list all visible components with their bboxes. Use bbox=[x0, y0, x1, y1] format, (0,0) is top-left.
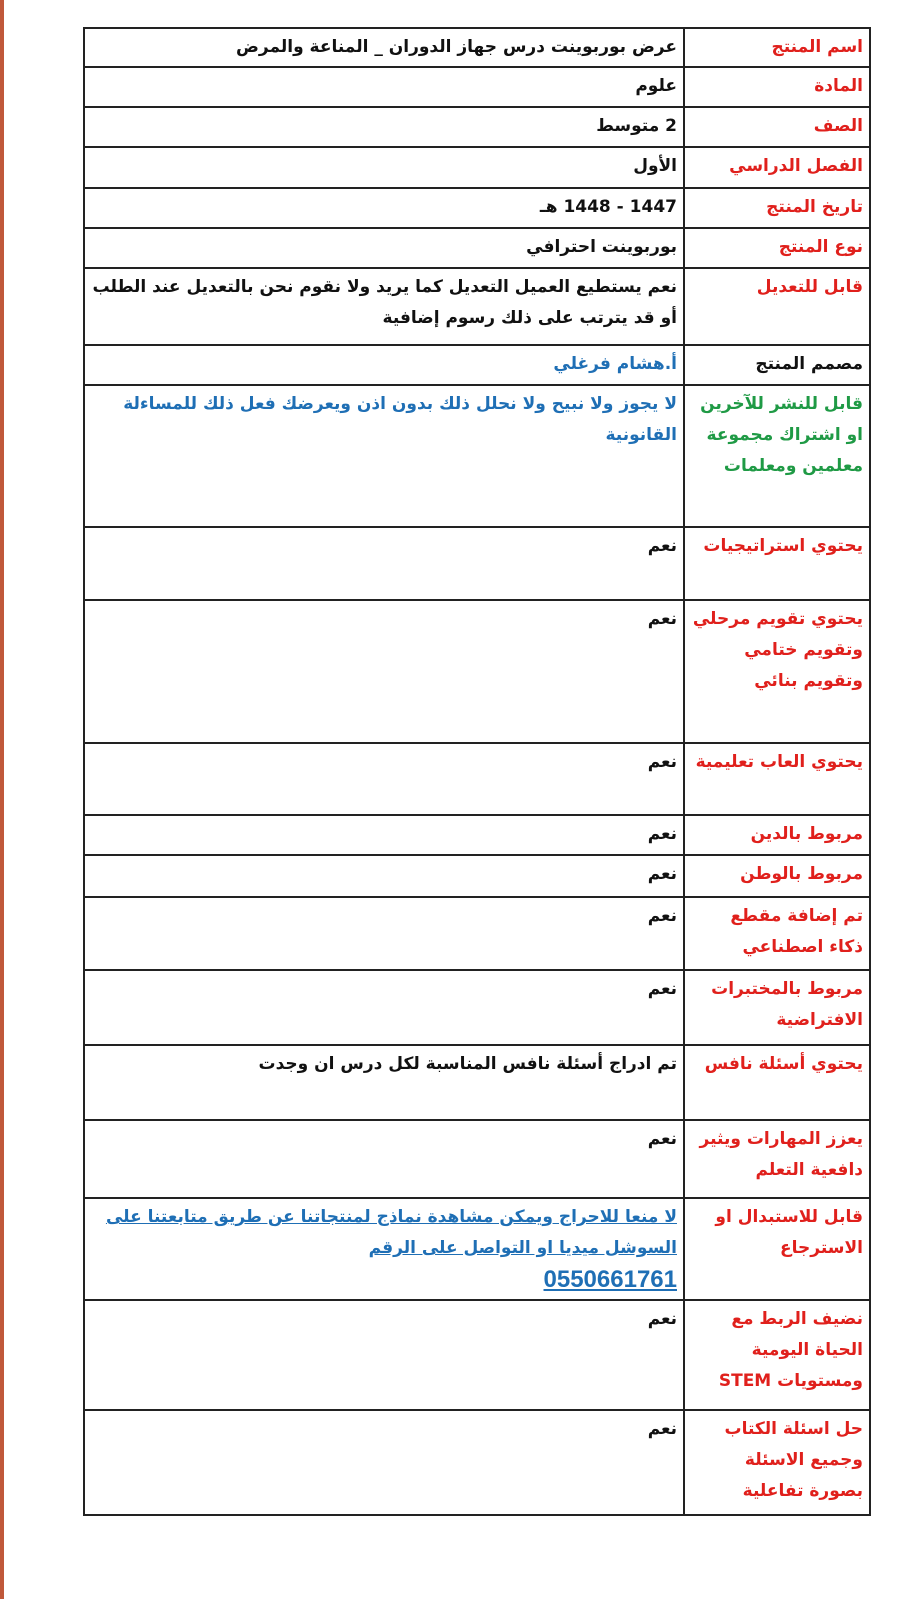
table-row bbox=[84, 385, 870, 527]
row-value: نعم bbox=[84, 527, 684, 600]
table-row bbox=[84, 897, 870, 970]
row-value: نعم bbox=[84, 970, 684, 1045]
table-row bbox=[84, 147, 870, 188]
row-label: نضيف الربط مع الحياة اليومية ومستويات STEM bbox=[684, 1300, 870, 1410]
row-label: مربوط بالدين bbox=[684, 815, 870, 855]
row-value: نعم bbox=[84, 1120, 684, 1198]
row-value: نعم bbox=[84, 600, 684, 743]
row-label: المادة bbox=[684, 67, 870, 107]
row-label: نوع المنتج bbox=[684, 228, 870, 268]
row-value: نعم bbox=[84, 1300, 684, 1410]
row-label: تم إضافة مقطع ذكاء اصطناعي bbox=[684, 897, 870, 970]
row-value: نعم bbox=[84, 897, 684, 970]
row-value: نعم bbox=[84, 815, 684, 855]
row-value: علوم bbox=[84, 67, 684, 107]
table-row bbox=[84, 188, 870, 228]
row-label: مربوط بالوطن bbox=[684, 855, 870, 897]
page-edge-bar bbox=[0, 0, 4, 1599]
row-value: تم ادراج أسئلة نافس المناسبة لكل درس ان وجدت bbox=[84, 1045, 684, 1120]
row-label: يحتوي استراتيجيات bbox=[684, 527, 870, 600]
row-label: مصمم المنتج bbox=[684, 345, 870, 385]
row-value: لا يجوز ولا نبيح ولا نحلل ذلك بدون اذن ويعرضك فعل ذلك للمساءلة القانونية bbox=[84, 385, 684, 527]
row-value: بوربوينت احترافي bbox=[84, 228, 684, 268]
row-value: الأول bbox=[84, 147, 684, 188]
row-label: الفصل الدراسي bbox=[684, 147, 870, 188]
product-info-table bbox=[83, 27, 871, 1516]
row-label: يحتوي أسئلة نافس bbox=[684, 1045, 870, 1120]
row-label: يعزز المهارات ويثير دافعية التعلم bbox=[684, 1120, 870, 1198]
table-row bbox=[84, 345, 870, 385]
table-row bbox=[84, 1198, 870, 1300]
table-row bbox=[84, 28, 870, 67]
row-value: نعم bbox=[84, 743, 684, 815]
row-label: اسم المنتج bbox=[684, 28, 870, 67]
table-row bbox=[84, 1300, 870, 1410]
table-row bbox=[84, 67, 870, 107]
row-value: أ.هشام فرغلي bbox=[84, 345, 684, 385]
row-value: 2 متوسط bbox=[84, 107, 684, 147]
row-label: قابل للتعديل bbox=[684, 268, 870, 345]
row-label: تاريخ المنتج bbox=[684, 188, 870, 228]
row-label: قابل للنشر للآخرين او اشتراك مجموعة معلمين ومعلمات bbox=[684, 385, 870, 527]
table-row bbox=[84, 1410, 870, 1515]
table-row bbox=[84, 970, 870, 1045]
row-value[interactable] bbox=[84, 1198, 684, 1300]
row-label: الصف bbox=[684, 107, 870, 147]
table-row bbox=[84, 268, 870, 345]
table-row bbox=[84, 1045, 870, 1120]
table-row bbox=[84, 743, 870, 815]
row-label: مربوط بالمختبرات الافتراضية bbox=[684, 970, 870, 1045]
table-row bbox=[84, 815, 870, 855]
table-row bbox=[84, 1120, 870, 1198]
row-value: عرض بوربوينت درس جهاز الدوران _ المناعة والمرض bbox=[84, 28, 684, 67]
row-label: يحتوي العاب تعليمية bbox=[684, 743, 870, 815]
table-row bbox=[84, 855, 870, 897]
table-row bbox=[84, 600, 870, 743]
return-policy-link[interactable]: لا منعا للاحراج ويمكن مشاهدة نماذج لمنتجاتنا عن طريق متابعتنا على السوشل ميديا او التواصل على الرقم bbox=[105, 1207, 677, 1258]
table-row bbox=[84, 527, 870, 600]
table-row bbox=[84, 228, 870, 268]
phone-number-link[interactable]: 0550661761 bbox=[543, 1266, 677, 1293]
row-label: يحتوي تقويم مرحلي وتقويم ختامي وتقويم بنائي bbox=[684, 600, 870, 743]
table-row bbox=[84, 107, 870, 147]
row-label: حل اسئلة الكتاب وجميع الاسئلة بصورة تفاعلية bbox=[684, 1410, 870, 1515]
row-value: نعم يستطيع العميل التعديل كما يريد ولا نقوم نحن بالتعديل عند الطلب أو قد يترتب على ذلك رسوم إضافية bbox=[84, 268, 684, 345]
row-value: نعم bbox=[84, 1410, 684, 1515]
row-value: 1447 - 1448 هـ bbox=[84, 188, 684, 228]
row-label: قابل للاستبدال او الاسترجاع bbox=[684, 1198, 870, 1300]
row-value: نعم bbox=[84, 855, 684, 897]
